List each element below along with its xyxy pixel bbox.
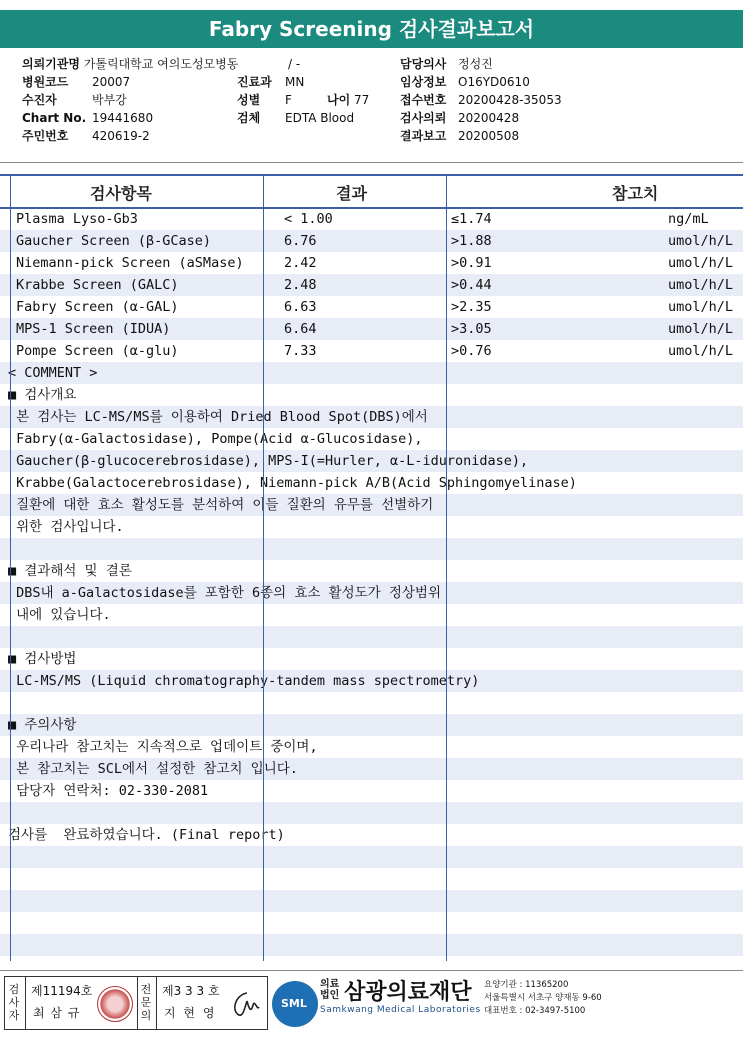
results-table <box>0 174 743 961</box>
comment-line <box>0 692 743 714</box>
sig-divider <box>137 977 138 1029</box>
result-reference: ≤1.74 <box>451 211 492 227</box>
value-clinical-info: O16YD0610 <box>458 75 530 89</box>
result-row <box>0 252 743 274</box>
result-item: Plasma Lyso-Gb3 <box>16 211 138 227</box>
header-result: 결과 <box>336 184 367 203</box>
column-line <box>263 174 264 961</box>
result-unit: umol/h/L <box>668 299 734 315</box>
result-row <box>0 208 743 230</box>
logo-text: SML <box>281 997 307 1010</box>
comment-text: LC-MS/MS (Liquid chromatography-tandem mass spectrometry) <box>8 673 480 689</box>
result-reference: >3.05 <box>451 321 492 337</box>
label-specimen: 검체 <box>237 111 261 125</box>
comment-line <box>0 516 743 538</box>
column-line <box>10 174 11 961</box>
result-item: Fabry Screen (α-GAL) <box>16 299 179 315</box>
label-report-date: 결과보고 <box>400 129 447 143</box>
result-row <box>0 296 743 318</box>
result-value: 2.48 <box>284 277 317 293</box>
label-patient: 수진자 <box>22 93 57 107</box>
org-name: 삼광의료재단 <box>344 980 472 1005</box>
comment-line <box>0 450 743 472</box>
result-value: 6.63 <box>284 299 317 315</box>
org-address: 서울특별시 서초구 양재동 9-60 <box>484 993 602 1003</box>
info-specimen <box>237 109 354 127</box>
value-report-date: 20200508 <box>458 129 520 143</box>
value-patient: 박부강 <box>92 93 127 107</box>
comment-text: ■ 검사방법 <box>8 651 77 667</box>
result-value: 7.33 <box>284 343 317 359</box>
doctor-label: 전문의 <box>140 983 152 1022</box>
result-value: < 1.00 <box>284 211 333 227</box>
label-sex: 성별 <box>237 93 261 107</box>
info-col3 <box>400 55 562 145</box>
info-dept <box>237 73 304 91</box>
comment-line <box>0 494 743 516</box>
value-requester: 가톨릭대학교 여의도성모병동 <box>83 57 239 71</box>
result-unit: umol/h/L <box>668 233 734 249</box>
comment-line <box>0 384 743 406</box>
comment-line <box>0 538 743 560</box>
result-row <box>0 340 743 362</box>
comment-text: 본 참고치는 SCL에서 설정한 참고치 입니다. <box>8 761 298 777</box>
result-reference: >1.88 <box>451 233 492 249</box>
doctor-name: 지 현 영 <box>164 1006 217 1020</box>
result-unit: ng/mL <box>668 211 709 227</box>
value-hospital-code: 20007 <box>92 75 131 89</box>
result-row <box>0 274 743 296</box>
result-item: MPS-1 Screen (IDUA) <box>16 321 171 337</box>
result-reference: >0.76 <box>451 343 492 359</box>
value-chart-no: 19441680 <box>92 111 154 125</box>
result-item: Krabbe Screen (GALC) <box>16 277 179 293</box>
sml-logo-icon <box>272 981 318 1027</box>
comment-text: ■ 주의사항 <box>8 717 77 733</box>
comment-text: 담당자 연락처: 02-330-2081 <box>8 783 209 799</box>
comment-line <box>0 802 743 824</box>
empty-row <box>0 868 743 890</box>
comment-line <box>0 428 743 450</box>
label-age: 나이 <box>327 93 351 107</box>
comment-text: < COMMENT > <box>8 365 98 381</box>
comment-text: ■ 검사개요 <box>8 387 77 403</box>
label-request-date: 검사의뢰 <box>400 111 447 125</box>
label-receipt-no: 접수번호 <box>400 93 447 107</box>
comment-text: DBS내 a-Galactosidase를 포함한 6종의 효소 활성도가 정상범위 <box>8 585 442 601</box>
value-sex: F <box>285 93 292 107</box>
result-item: Niemann-pick Screen (aSMase) <box>16 255 244 271</box>
signature-icon <box>227 987 263 1021</box>
value-specimen: EDTA Blood <box>285 111 355 125</box>
sig-divider <box>156 977 157 1029</box>
result-unit: umol/h/L <box>668 277 734 293</box>
result-unit: umol/h/L <box>668 321 734 337</box>
seal-stamp <box>97 986 133 1022</box>
value-request-date: 20200428 <box>458 111 520 125</box>
comment-line <box>0 472 743 494</box>
comment-line <box>0 626 743 648</box>
comment-line <box>0 736 743 758</box>
comment-line <box>0 604 743 626</box>
comment-text: Fabry(α-Galactosidase), Pompe(Acid α-Glucosidase), <box>8 431 423 447</box>
label-doctor: 담당의사 <box>400 57 447 71</box>
report-title: Fabry Screening 검사결과보고서 <box>0 10 743 48</box>
label-requester: 의뢰기관명 <box>22 57 80 71</box>
tester-name: 최 삼 규 <box>33 1006 81 1020</box>
org-phone: 대표번호 : 02-3497-5100 <box>484 1006 586 1016</box>
tester-label: 검사자 <box>8 983 20 1022</box>
empty-row <box>0 912 743 934</box>
org-type: 의료법인 <box>320 979 340 1001</box>
sig-divider <box>25 977 26 1029</box>
label-hospital-code: 병원코드 <box>22 75 69 89</box>
label-clinical-info: 임상정보 <box>400 75 447 89</box>
empty-row <box>0 934 743 956</box>
info-col1 <box>22 55 238 145</box>
comment-text: 내에 있습니다. <box>8 607 111 623</box>
comment-text: Krabbe(Galactocerebrosidase), Niemann-pick A/B(Acid Sphingomyelinase) <box>8 475 577 491</box>
column-line <box>446 174 447 961</box>
comment-text: Gaucher(β-glucocerebrosidase), MPS-I(=Hurler, α-L-iduronidase), <box>8 453 529 469</box>
result-unit: umol/h/L <box>668 343 734 359</box>
org-english-name: Samkwang Medical Laboratories <box>320 1005 481 1015</box>
comment-line <box>0 582 743 604</box>
comment-line <box>0 670 743 692</box>
comment-text: 본 검사는 LC-MS/MS를 이용하여 Dried Blood Spot(DBS)에서 <box>8 409 428 425</box>
label-chart-no: Chart No. <box>22 111 87 125</box>
tester-number: 제11194호 <box>31 984 93 998</box>
result-reference: >2.35 <box>451 299 492 315</box>
value-dept: MN <box>285 75 305 89</box>
label-dept: 진료과 <box>237 75 272 89</box>
signature-box <box>4 976 268 1030</box>
value-resident-no: 420619-2 <box>92 129 150 143</box>
value-age: 77 <box>354 93 370 107</box>
result-item: Gaucher Screen (β-GCase) <box>16 233 212 249</box>
comment-line <box>0 362 743 384</box>
comment-text: 검사를 완료하였습니다. (Final report) <box>8 827 285 843</box>
doctor-number: 제3 3 3 호 <box>162 984 220 998</box>
divider <box>0 162 743 163</box>
result-value: 6.64 <box>284 321 317 337</box>
comment-text: 우리나라 참고치는 지속적으로 업데이트 중이며, <box>8 739 318 755</box>
comment-line <box>0 406 743 428</box>
table-header <box>0 174 743 209</box>
empty-row <box>0 890 743 912</box>
org-code: 요양기관 : 11365200 <box>484 980 569 990</box>
value-receipt-no: 20200428-35053 <box>458 93 562 107</box>
comment-text: 위한 검사입니다. <box>8 519 124 535</box>
comment-line <box>0 560 743 582</box>
empty-row <box>0 846 743 868</box>
comment-text: 질환에 대한 효소 활성도를 분석하여 이들 질환의 유무를 선별하기 <box>8 497 434 513</box>
comment-text: ■ 결과해석 및 결론 <box>8 563 132 579</box>
header-item: 검사항목 <box>90 184 152 203</box>
result-value: 2.42 <box>284 255 317 271</box>
result-row <box>0 318 743 340</box>
comment-line <box>0 648 743 670</box>
info-sex-age <box>237 91 369 109</box>
value-doctor: 정성진 <box>458 57 493 71</box>
value-slash: / - <box>288 57 301 71</box>
comment-line <box>0 780 743 802</box>
label-resident-no: 주민번호 <box>22 129 69 143</box>
comment-line <box>0 714 743 736</box>
org-details <box>484 979 602 1018</box>
result-reference: >0.44 <box>451 277 492 293</box>
header-ref: 참고치 <box>612 184 659 203</box>
result-row <box>0 230 743 252</box>
comment-line <box>0 824 743 846</box>
comment-line <box>0 758 743 780</box>
result-reference: >0.91 <box>451 255 492 271</box>
result-unit: umol/h/L <box>668 255 734 271</box>
result-item: Pompe Screen (α-glu) <box>16 343 179 359</box>
footer <box>0 970 743 1041</box>
result-value: 6.76 <box>284 233 317 249</box>
